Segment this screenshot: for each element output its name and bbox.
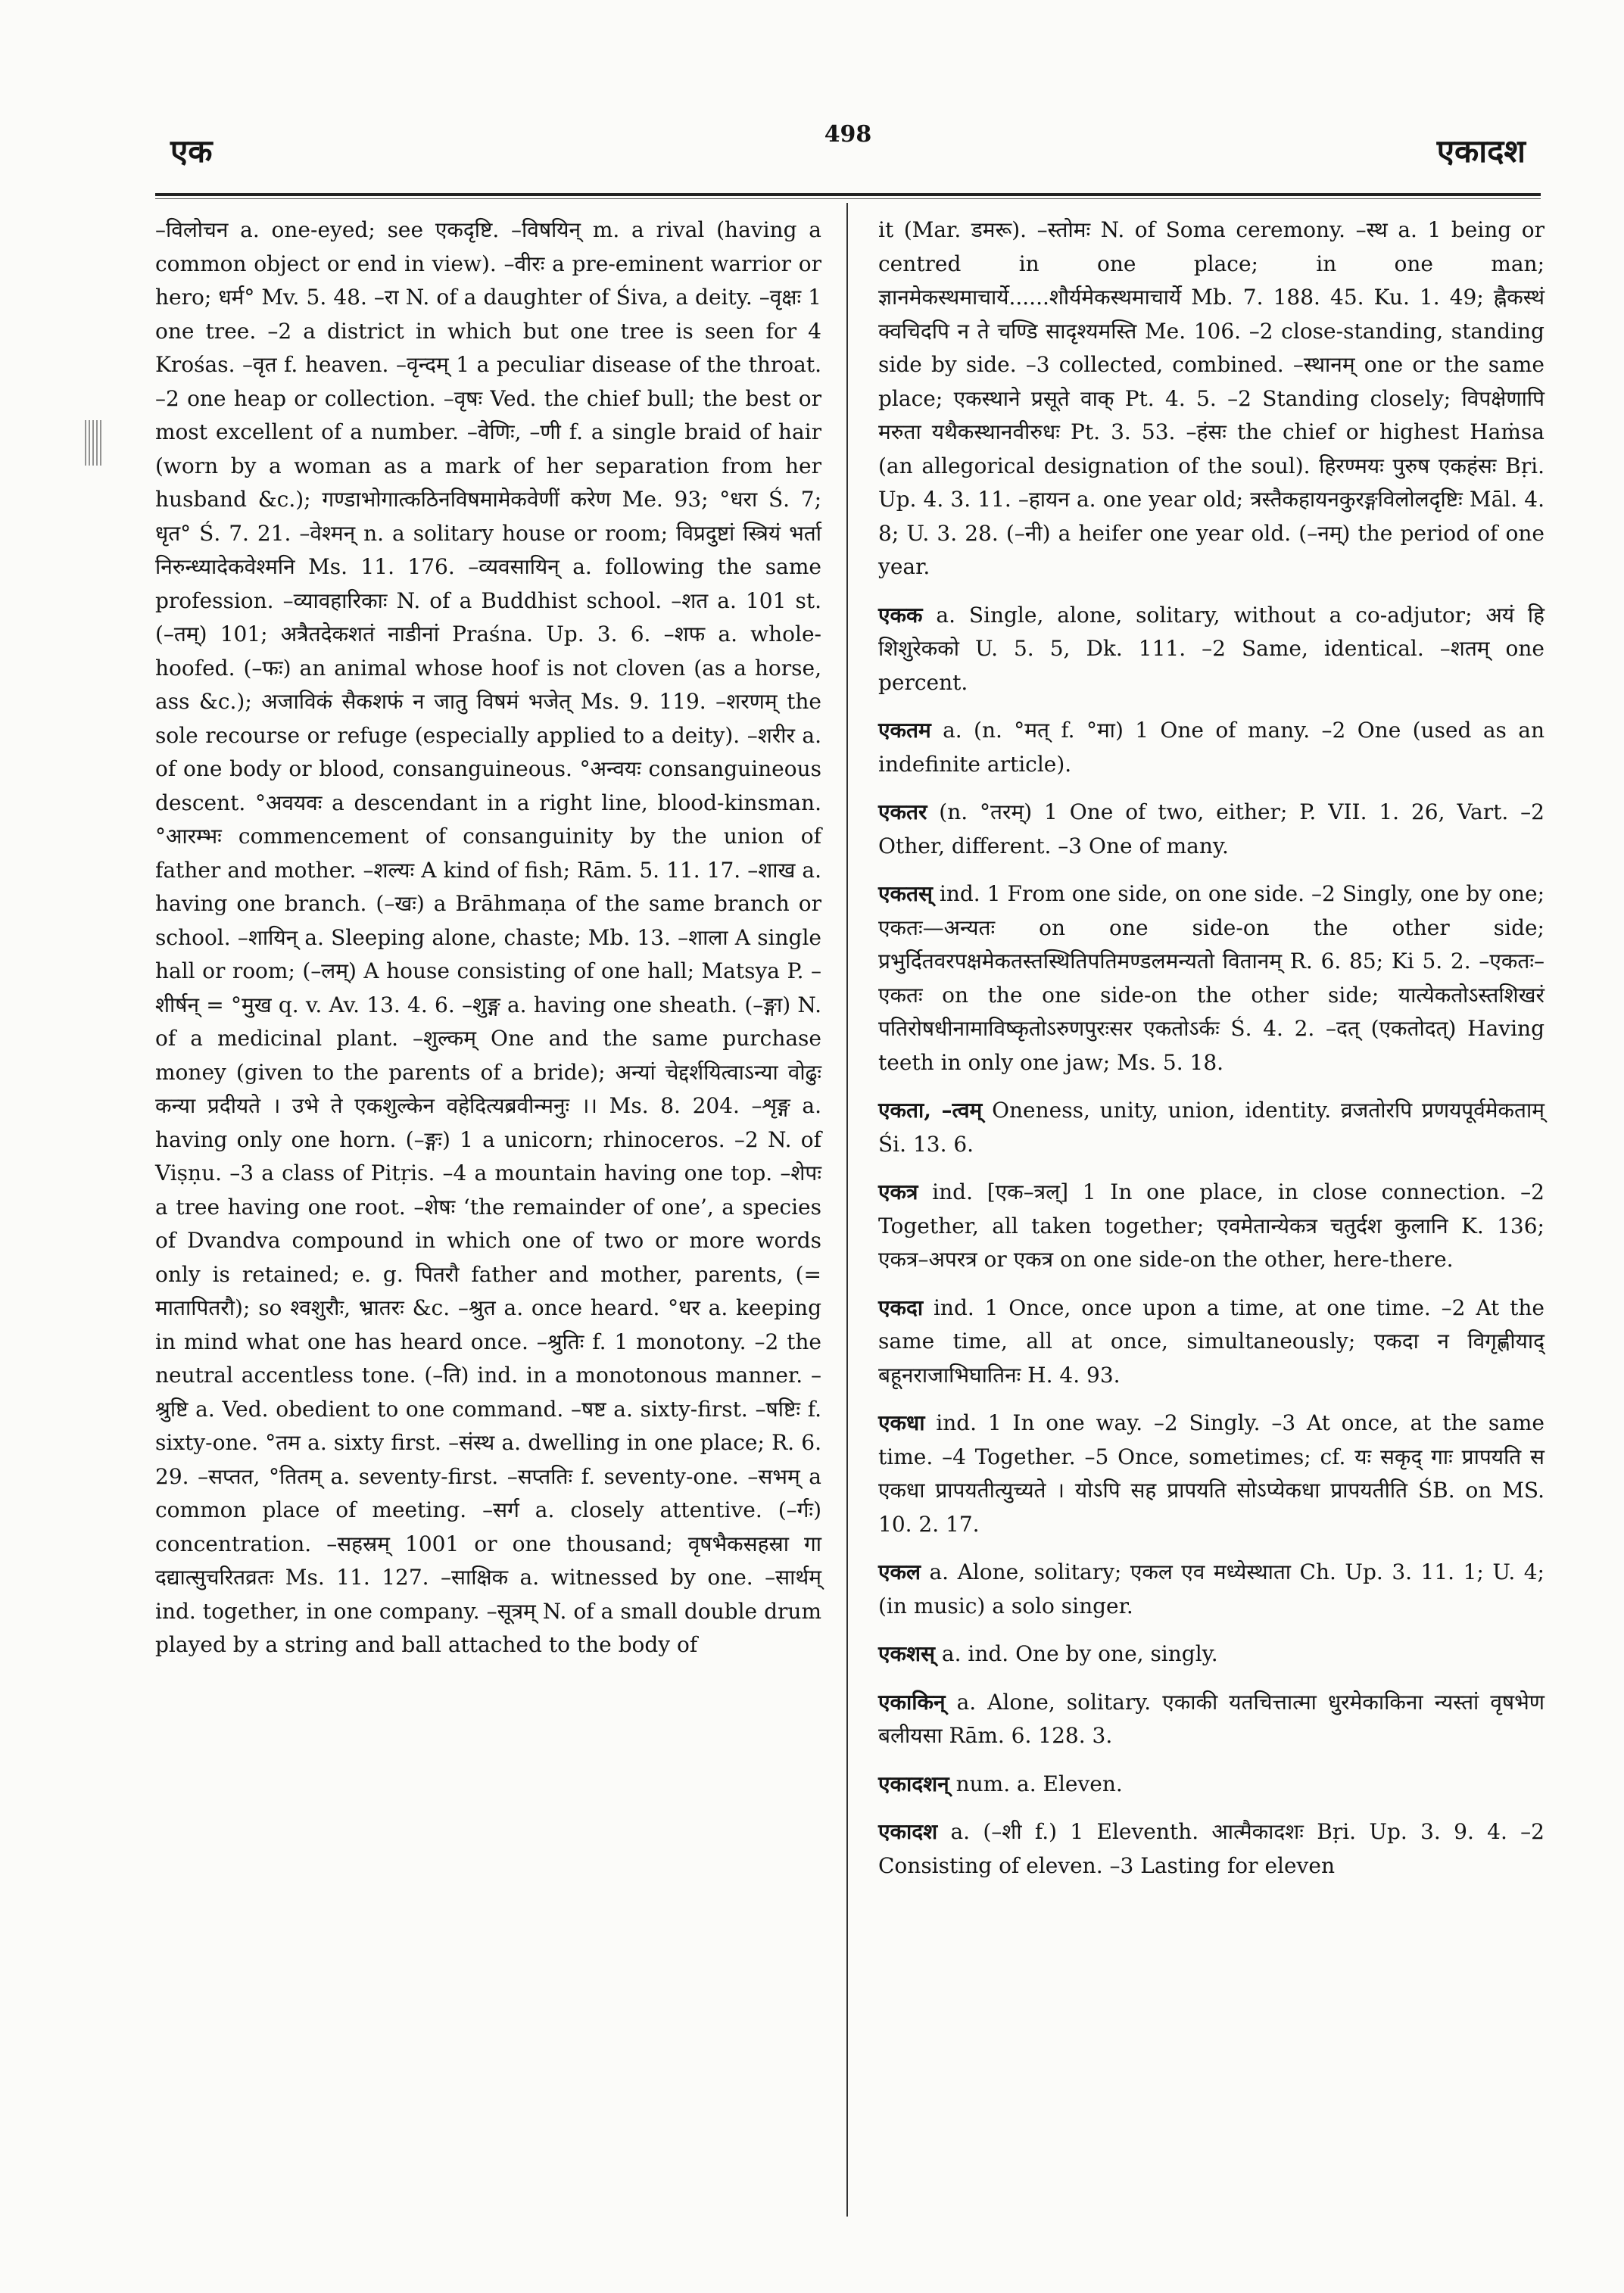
entry-definition: a. (n. °मत् f. °मा) 1 One of many. –2 One (used as an indefinite article). (878, 718, 1545, 777)
left-column-text: –विलोचन a. one-eyed; see एकदृष्टि. –विषयिन् m. a rival (having a common object or end in view). –वीरः a pre-eminent warrior or hero; धर्म° Mv. 5. 48. –रा N. of a daughter of Śiva, a deity. –वृक्षः 1 one tree. –2 a district in which but one tree is seen for 4 Krośas. –वृत f. heaven. –वृन्दम् 1 a peculiar disease of the throat. –2 one heap or collection. –वृषः Ved. the chief bull; the best or most excellent of a number. –वेणिः, –णी f. a single braid of hair (worn by a woman as a mark of her separation from her husband &c.); गण्डाभोगात्कठिनविषमामेकवेणीं करेण Me. 93; °धरा Ś. 7; धृत° Ś. 7. 21. –वेश्मन् n. a solitary house or room; विप्रदुष्टां स्त्रियं भर्ता निरुन्ध्यादेकवेश्मनि Ms. 11. 176. –व्यवसायिन् a. following the same profession. –व्यावहारिकाः N. of a Buddhist school. –शत a. 101 st. (–तम्) 101; अत्रैतदेकशतं नाडीनां Praśna. Up. 3. 6. –शफ a. whole-hoofed. (–फः) an animal whose hoof is not cloven (as a horse, ass &c.); अजाविकं सैकशफं न जातु विषमं भजेत् Ms. 9. 119. –शरणम् the sole recourse or refuge (especially applied to a deity). –शरीर a. of one body or blood, consanguineous. °अन्वयः consanguineous descent. °अवयवः a descendant in a right line, blood-kinsman. °आरम्भः commencement of consanguinity by the union of father and mother. –शल्यः A kind of fish; Rām. 5. 11. 17. –शाख a. having one branch. (–खः) a Brāhmaṇa of the same branch or school. –शायिन् a. Sleeping alone, chaste; Mb. 13. –शाला A single hall or room; (–लम्) A house consisting of one hall; Matsya P. –शीर्षन् = °मुख q. v. Av. 13. 4. 6. –शुङ्ग a. having one sheath. (–ङ्गा) N. of a medicinal plant. –शुल्कम् One and the same purchase money (given to the parents of a bride); अन्यां चेद्दर्शयित्वाऽन्या वोढुः कन्या प्रदीयते । उभे ते एकशुल्केन वहेदित्यब्रवीन्मनुः ।। Ms. 8. 204. –शृङ्ग a. having only one horn. (–ङ्गः) 1 a unicorn; rhinoceros. –2 N. of Viṣṇu. –3 a class of Pitṛis. –4 a mountain having one top. –शेपः a tree having one root. –शेषः ‘the remainder of one’, a species of Dvandva compound in which one of two or more words only is retained; e. g. पितरौ father and mother, parents, (= मातापितरौ); so श्वशुरौः, भ्रातरः &c. –श्रुत a. once heard. °धर a. keeping in mind what one has heard once. –श्रुतिः f. 1 monotony. –2 the neutral accentless tone. (–ति) ind. in a monotonous manner. –श्रुष्टि a. Ved. obedient to one command. –षष्ट a. sixty-first. –षष्टिः f. sixty-one. °तम a. sixty first. –संस्थ a. dwelling in one place; R. 6. 29. –सप्तत, °तितम् a. seventy-first. –सप्ततिः f. seventy-one. –सभम् a common place of meeting. –सर्ग a. closely attentive. (–र्गः) concentration. –सहस्रम् 1001 or one thousand; वृषभैकसहस्रा गा दद्यात्सुचरितव्रतः Ms. 11. 127. –साक्षिक a. witnessed by one. –सार्थम् ind. together, in one company. –सूत्रम् N. of a small double drum played by a string and ball attached to the body of (155, 217, 821, 1657)
entry-definition: a. Single, alone, solitary, without a co-adjutor; अयं हि शिशुरेकको U. 5. 5, Dk. 111. –2 Same, identical. –शतम् one percent. (878, 602, 1545, 695)
entry-headword: एकत्र (878, 1179, 918, 1204)
dictionary-entry (878, 714, 1545, 781)
dictionary-entry (878, 599, 1545, 700)
entry-headword: एकक (878, 602, 923, 628)
header-left-word: एक (170, 132, 213, 170)
entry-definition: (n. °तरम्) 1 One of two, either; P. VII. 1. 26, Vart. –2 Other, different. –3 One of many. (878, 799, 1545, 858)
entry-definition: Oneness, unity, union, identity. व्रजतोरपि प्रणयपूर्वमेकताम् Śi. 13. 6. (878, 1098, 1545, 1157)
dictionary-entry (878, 1686, 1545, 1753)
entry-definition: ind. 1 Once, once upon a time, at one time. –2 At the same time, all at once, simultaneously; एकदा न विगृह्णीयाद् बहूनराजाभिघातिनः H. 4. 93. (878, 1294, 1545, 1388)
entry-headword: एकधा (878, 1410, 925, 1435)
entry-definition: a. ind. One by one, singly. (934, 1641, 1218, 1666)
entry-headword: एकादशन् (878, 1771, 949, 1796)
entry-definition: a. Alone, solitary; एकल एव मध्येस्थाता Ch. Up. 3. 11. 1; U. 4; (in music) a solo singer. (878, 1559, 1545, 1618)
dictionary-entry (878, 1407, 1545, 1541)
entry-headword: एकतस् (878, 881, 933, 906)
entry-definition: ind. 1 From one side, on one side. –2 Singly, one by one; एकतः—अन्यतः on one side-on the other side; प्रभुर्दितवरपक्षमेकतस्तस्थितिपतिमण्डलमन्यतो वितानम् R. 6. 85; Ki 5. 2. –एकतः–एकतः on the one side-on the other side; यात्येकतोऽस्तशिखरं पतिरोषधीनामाविष्कृतोऽरुणपुरःसर एकतोऽर्कः Ś. 4. 2. –दत् (एकतोदत्) Having teeth in only one jaw; Ms. 5. 18. (878, 881, 1545, 1075)
entry-headword: एकता, –त्वम् (878, 1098, 983, 1123)
entry-definition: num. a. Eleven. (949, 1771, 1123, 1796)
entry-definition: a. (–शी f.) 1 Eleventh. आत्मैकादशः Bṛi. Up. 3. 9. 4. –2 Consisting of eleven. –3 Lasting for eleven (878, 1819, 1545, 1878)
column-divider (846, 203, 848, 2217)
entry-headword: एकतर (878, 799, 927, 824)
entry-headword: एकतम (878, 718, 931, 743)
dictionary-entry (878, 1094, 1545, 1161)
dictionary-entry (878, 877, 1545, 1080)
header-right-word: एकादश (1436, 132, 1526, 170)
right-column (878, 213, 1545, 1883)
entry-headword: एकाकिन् (878, 1689, 946, 1715)
dictionary-entry (878, 796, 1545, 863)
dictionary-entry (878, 1291, 1545, 1393)
header-rule-thin (155, 198, 1541, 199)
dictionary-entry (878, 1637, 1545, 1671)
dictionary-entry (878, 1176, 1545, 1277)
page-header (155, 114, 1541, 182)
margin-scan-mark (85, 420, 101, 466)
left-column (155, 213, 821, 1662)
entry-definition: a. Alone, solitary. एकाकी यतचित्तात्मा धुरमेकाकिना न्यस्तां वृषभेण बलीयसा Rām. 6. 128. 3. (878, 1689, 1545, 1748)
entry-definition: ind. [एक–त्रल्] 1 In one place, in close connection. –2 Together, all taken together; एवमेतान्येकत्र चतुर्दश कुलानि K. 136; एकत्र–अपरत्र or एकत्र on one side-on the other, here-there. (878, 1179, 1545, 1272)
entry-headword: एकदा (878, 1294, 924, 1320)
dictionary-entry (878, 1556, 1545, 1623)
right-column-continuation: it (Mar. डमरू). –स्तोमः N. of Soma ceremony. –स्थ a. 1 being or centred in one place; in one man; ज्ञानमेकस्थमाचार्ये......शौर्यमेकस्थमाचार्ये Mb. 7. 188. 45. Ku. 1. 49; ह्नैकस्थं क्वचिदपि न ते चण्डि सादृश्यमस्ति Me. 106. –2 close-standing, standing side by side. –3 collected, combined. –स्थानम् one or the same place; एकस्थाने प्रसूते वाक् Pt. 4. 5. –2 Standing closely; विपक्षेणापि मरुता यथैकस्थानवीरुधः Pt. 3. 53. –हंसः the chief or highest Haṁsa (an allegorical designation of the soul). हिरण्मयः पुरुष एकहंसः Bṛi. Up. 4. 3. 11. –हायन a. one year old; त्रस्तैकहायनकुरङ्गविलोलदृष्टिः Māl. 4. 8; U. 3. 28. (–नी) a heifer one year old. (–नम्) the period of one year. (878, 217, 1545, 579)
dictionary-entry (878, 1768, 1545, 1802)
entry-headword: एकल (878, 1559, 921, 1584)
dictionary-entry (878, 1815, 1545, 1883)
entry-headword: एकशस् (878, 1641, 935, 1666)
header-rule (155, 193, 1541, 196)
page-number: 498 (824, 121, 872, 148)
entry-definition: ind. 1 In one way. –2 Singly. –3 At once, at the same time. –4 Together. –5 Once, sometimes; cf. यः सकृद् गाः प्रापयति स एकधा प्रापयतीत्युच्यते । योऽपि सह प्रापयति सोऽप्येकधा प्रापयतीति ŚB. on MS. 10. 2. 17. (878, 1410, 1545, 1537)
entry-headword: एकादश (878, 1819, 938, 1844)
